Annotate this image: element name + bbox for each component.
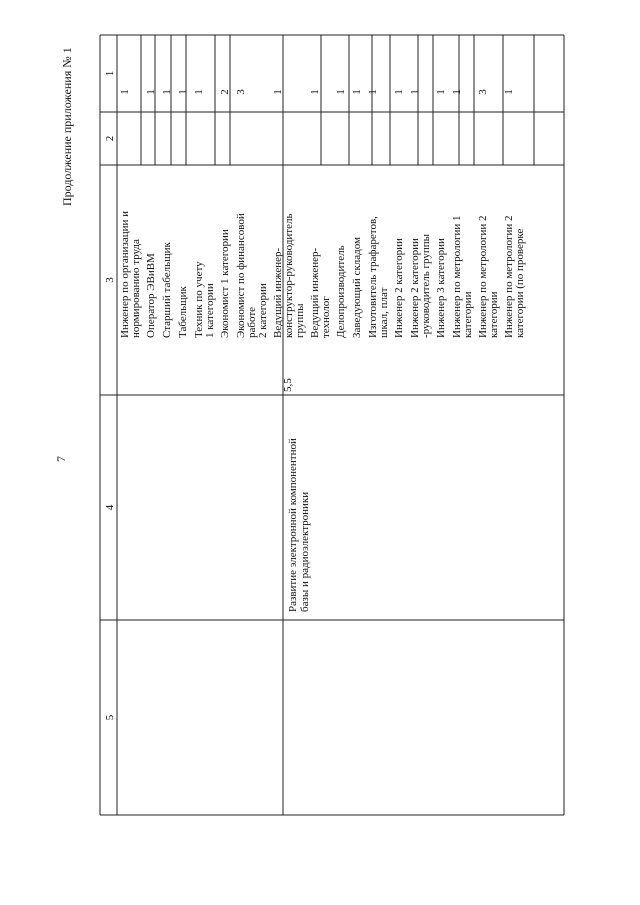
position-name: Инженер 3 категории (435, 238, 447, 338)
position-name: Изготовитель трафаретов, (367, 216, 379, 338)
staff-count: 1 (409, 89, 421, 95)
column-header: 1 (104, 70, 116, 77)
staff-count: 1 (309, 89, 321, 95)
position-name: шкал, плат (378, 287, 390, 338)
section-title: базы и радиоэлектроники (299, 491, 311, 612)
position-name: Инженер по метрологии 1 (451, 215, 463, 338)
column-header: 4 (104, 504, 116, 511)
position-name: Инженер по метрологии 2 (477, 215, 489, 338)
position-name: Заведующий складом (351, 236, 363, 338)
section-title: Развитие электронной компонентной (287, 438, 299, 612)
position-name: нормированию труда (130, 239, 142, 338)
staff-count: 1 (119, 89, 131, 95)
position-name: категории (488, 291, 500, 338)
staff-count: 1 (335, 89, 347, 95)
position-name: Экономист 1 категории (219, 229, 231, 338)
staff-count: 1 (451, 89, 463, 95)
column-header: 3 (104, 277, 116, 283)
position-name: 1 категории (204, 283, 216, 338)
staff-count: 1 (193, 89, 205, 95)
staff-count: 2 (219, 89, 231, 95)
position-name: Ведущий инженер- (272, 247, 284, 338)
position-name: категории (462, 291, 474, 338)
position-name: категории (по проверке (514, 228, 526, 338)
section-value: 5,5 (282, 378, 294, 392)
position-name: конструктор-руководитель (283, 213, 295, 338)
staff-count: 1 (503, 89, 515, 95)
position-name: работе (246, 306, 258, 338)
position-name: Экономист по финансовой (235, 213, 247, 338)
staff-count: 1 (177, 89, 189, 95)
position-name: 2 категории (257, 283, 269, 338)
position-name: Оператор ЭВиВМ (145, 253, 157, 338)
staff-count: 3 (235, 89, 247, 95)
staff-count: 1 (435, 89, 447, 95)
staff-count: 1 (272, 89, 284, 95)
position-name: Старший табельщик (161, 242, 173, 338)
position-name: Инженер 2 категории (409, 238, 421, 338)
page-number: 7 (54, 456, 68, 462)
column-header: 2 (104, 135, 116, 142)
staff-count: 3 (477, 89, 489, 95)
staff-count: 1 (367, 89, 379, 95)
staff-count: 1 (351, 89, 363, 95)
position-name: Инженер 2 категории (393, 238, 405, 338)
continuation-title: Продолжение приложения № 1 (60, 47, 74, 206)
staff-count: 1 (161, 89, 173, 95)
staff-count: 1 (393, 89, 405, 95)
position-name: Ведущий инженер- (309, 247, 321, 338)
column-header: 5 (104, 714, 116, 721)
position-name: группы (294, 303, 306, 338)
position-name: Инженер по организации и (119, 210, 131, 338)
position-name: Табельщик (177, 286, 189, 338)
staff-count: 1 (145, 89, 157, 95)
position-name: -руководитель группы (420, 233, 432, 338)
position-name: Техник по учету (193, 261, 205, 338)
position-name: Инженер по метрологии 2 (503, 215, 515, 338)
position-name: Делопроизводитель (335, 245, 347, 338)
position-name: технолог (320, 296, 332, 338)
